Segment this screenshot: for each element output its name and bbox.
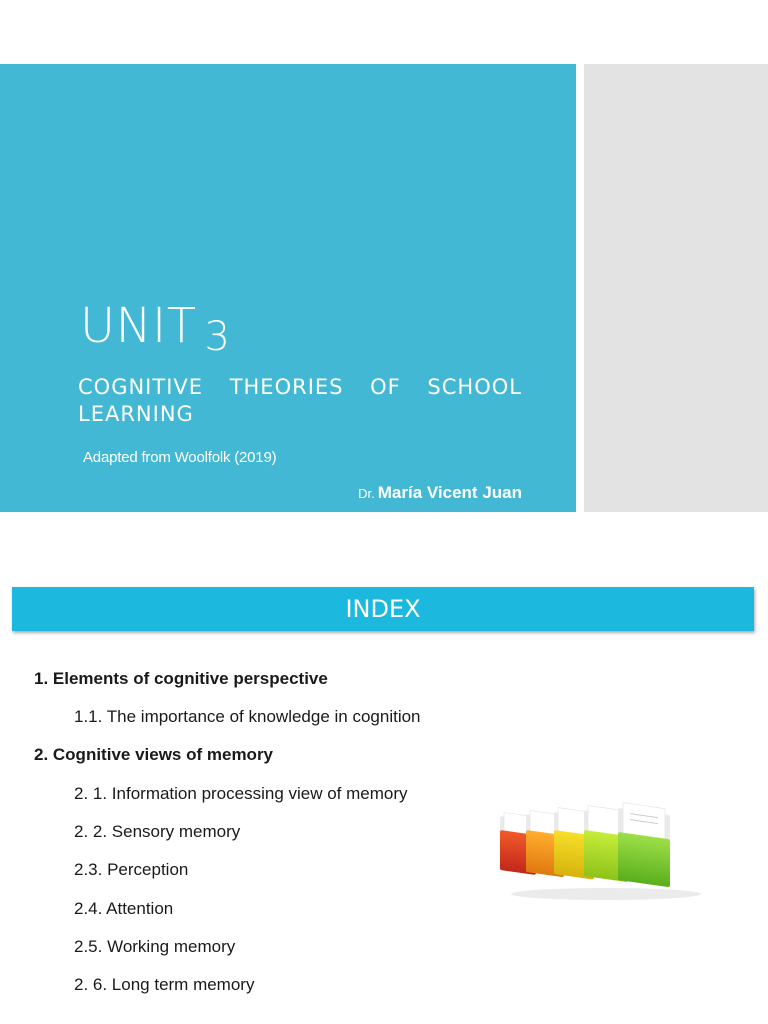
index-item: 2. 6. Long term memory bbox=[74, 975, 255, 994]
author bbox=[358, 483, 522, 503]
index-item: 1. Elements of cognitive perspective bbox=[34, 669, 328, 688]
unit-title-word: UNIT bbox=[80, 298, 197, 354]
index-item: 2. 1. Information processing view of memory bbox=[74, 784, 408, 803]
title-panel bbox=[0, 64, 576, 512]
index-item: 2.3. Perception bbox=[74, 860, 189, 879]
adapted-from-note: Adapted from Woolfolk (2019) bbox=[83, 449, 277, 466]
index-item: 2. Cognitive views of memory bbox=[34, 745, 274, 764]
subtitle-line-2: LEARNING bbox=[78, 402, 194, 426]
index-slide bbox=[0, 512, 768, 1024]
subtitle-word: COGNITIVE bbox=[78, 375, 204, 399]
unit-title-number: 3 bbox=[204, 314, 231, 360]
index-item: 2.4. Attention bbox=[74, 899, 174, 918]
unit-subtitle bbox=[78, 374, 522, 428]
subtitle-line-1 bbox=[78, 374, 522, 401]
unit-title bbox=[80, 296, 230, 359]
subtitle-word: SCHOOL bbox=[427, 375, 522, 399]
author-name: María Vicent Juan bbox=[377, 483, 522, 502]
author-prefix: Dr. bbox=[358, 486, 375, 501]
index-item: 1.1. The importance of knowledge in cognition bbox=[74, 707, 421, 726]
subtitle-word: OF bbox=[370, 375, 401, 399]
colored-file-folders-icon bbox=[496, 794, 706, 904]
side-panel bbox=[584, 64, 768, 512]
index-item: 2. 2. Sensory memory bbox=[74, 822, 241, 841]
index-header: INDEX bbox=[12, 587, 754, 631]
index-item: 2.5. Working memory bbox=[74, 937, 236, 956]
subtitle-word: THEORIES bbox=[229, 375, 344, 399]
